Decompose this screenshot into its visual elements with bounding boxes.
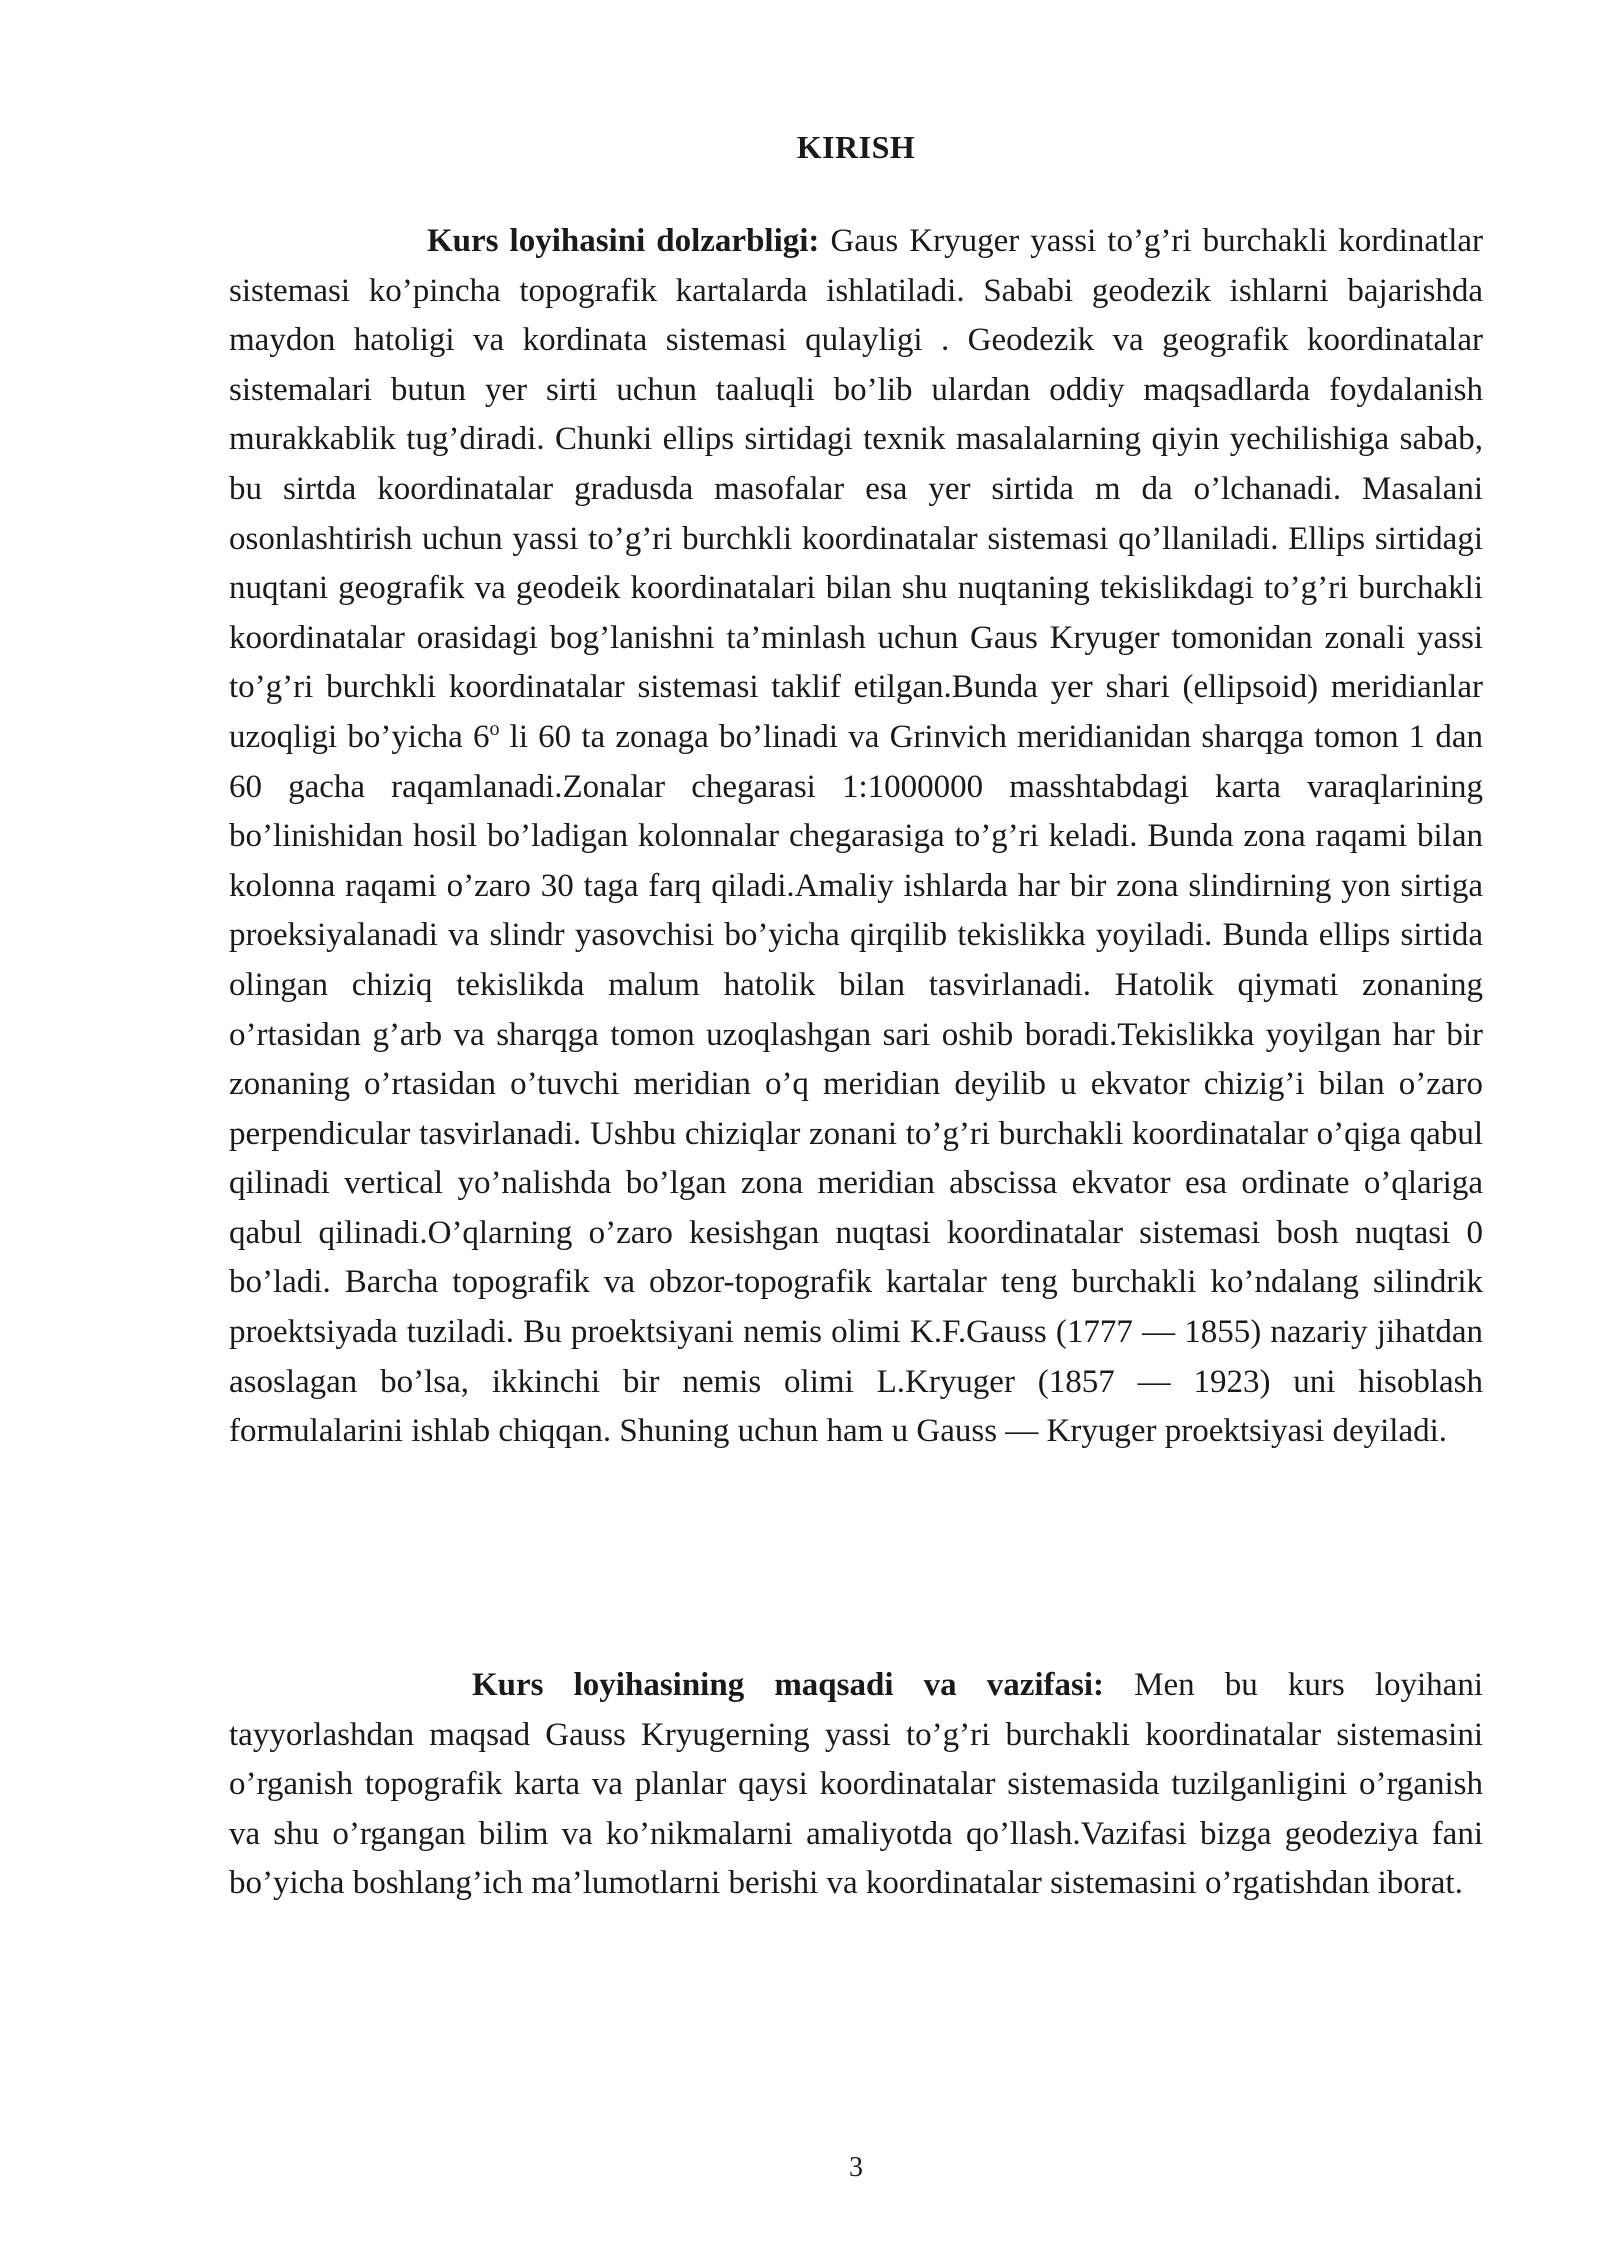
page-number: 3 [849,2152,863,2183]
paragraph-lead-goal: Kurs loyihasining maqsadi va vazifasi: [472,1667,1105,1703]
paragraph-text: Gaus Kryuger yassi to’g’ri burchakli kordinatlar sistemasi ko’pincha topografik kartalarda ishlatiladi. Sababi geodezik ishlarni bajarishda maydon hatoligi va kordinata sistemasi qulayligi . Geodezik va geografik koordinatalar sistemalari butun yer sirti uchun taaluqli bo’lib ulardan oddiy maqsadlarda foydalanish murakkablik tug’diradi. Chunki ellips sirtidagi texnik masalalarning qiyin yechilishiga sabab, bu sirtda koordinatalar gradusda masofalar esa yer sirtida m da o’lchanadi. Masalani osonlashtirish uchun yassi to’g’ri burchkli koordinatalar sistemasi qo’llaniladi. Ellips sirtidagi nuqtani geografik va geodeik koordinatalari bilan shu nuqtaning tekislikdagi to’g’ri burchakli koordinatalar orasidagi bog’lanishni ta’minlash uchun Gaus Kryuger tomonidan zonali yassi to’g’ri burchkli koordinatalar sistemasi taklif etilgan.Bunda yer shari (ellipsoid) meridianlar uzoqligi bo’yicha 6 [229,223,1483,755]
paragraph-text: li 60 ta zonaga bo’linadi va Grinvich meridianidan sharqga tomon 1 dan 60 gacha raqamlanadi.Zonalar chegarasi 1:1000000 masshtabdagi karta varaqlarining bo’linishidan hosil bo’ladigan kolonnalar chegarasiga to’g’ri keladi. Bunda zona raqami bilan kolonna raqami o’zaro 30 taga farq qiladi.Amaliy ishlarda har bir zona slindirning yon sirtiga proeksiyalanadi va slindr yasovchisi bo’yicha qirqilib tekislikka yoyiladi. Bunda ellips sirtida olingan chiziq tekislikda malum hatolik bilan tasvirlanadi. Hatolik qiymati zonaning o’rtasidan g’arb va sharqga tomon uzoqlashgan sari oshib boradi.Tekislikka yoyilgan har bir zonaning o’rtasidan o’tuvchi meridian o’q meridian deyilib u ekvator chizig’i bilan o’zaro perpendicular tasvirlanadi. Ushbu chiziqlar zonani to’g’ri burchakli koordinatalar o’qiga qabul qilinadi vertical yo’nalishda bo’lgan zona meridian abscissa ekvator esa ordinate o’qlariga qabul qilinadi.O’qlarning o’zaro kesishgan nuqtasi koordinatalar sistemasi bosh nuqtasi 0 bo’ladi. Barcha topografik va obzor-topografik kartalar teng burchakli ko’ndalang silindrik proektsiyada tuziladi. Bu proektsiyani nemis olimi K.F.Gauss (1777 — 1855) nazariy jihatdan asoslagan bo’lsa, ikkinchi bir nemis olimi L.Kryuger (1857 — 1923) uni hisoblash formulalarini ishlab chiqqan. Shuning uchun ham u Gauss — Kryuger proektsiyasi deyiladi. [229,718,1483,1450]
degree-superscript: o [489,717,500,740]
paragraph-goal [229,1661,1483,1909]
paragraph-relevance [229,217,1483,1457]
paragraph-text: Men bu kurs loyihani tayyorlashdan maqsad Gauss Kryugerning yassi to’g’ri burchakli koordinatalar sistemasini o’rganish topografik karta va planlar qaysi koordinatalar sistemasida tuzilganligini o’rganish va shu o’rgangan bilim va ko’nikmalarni amaliyotda qo’llash.Vazifasi bizga geodeziya fani bo’yicha boshlang’ich ma’lumotlarni berishi va koordinatalar sistemasini o’rgatishdan iborat. [229,1667,1483,1902]
page-heading: KIRISH [796,129,916,165]
paragraph-lead-relevance: Kurs loyihasini dolzarbligi: [427,223,820,259]
